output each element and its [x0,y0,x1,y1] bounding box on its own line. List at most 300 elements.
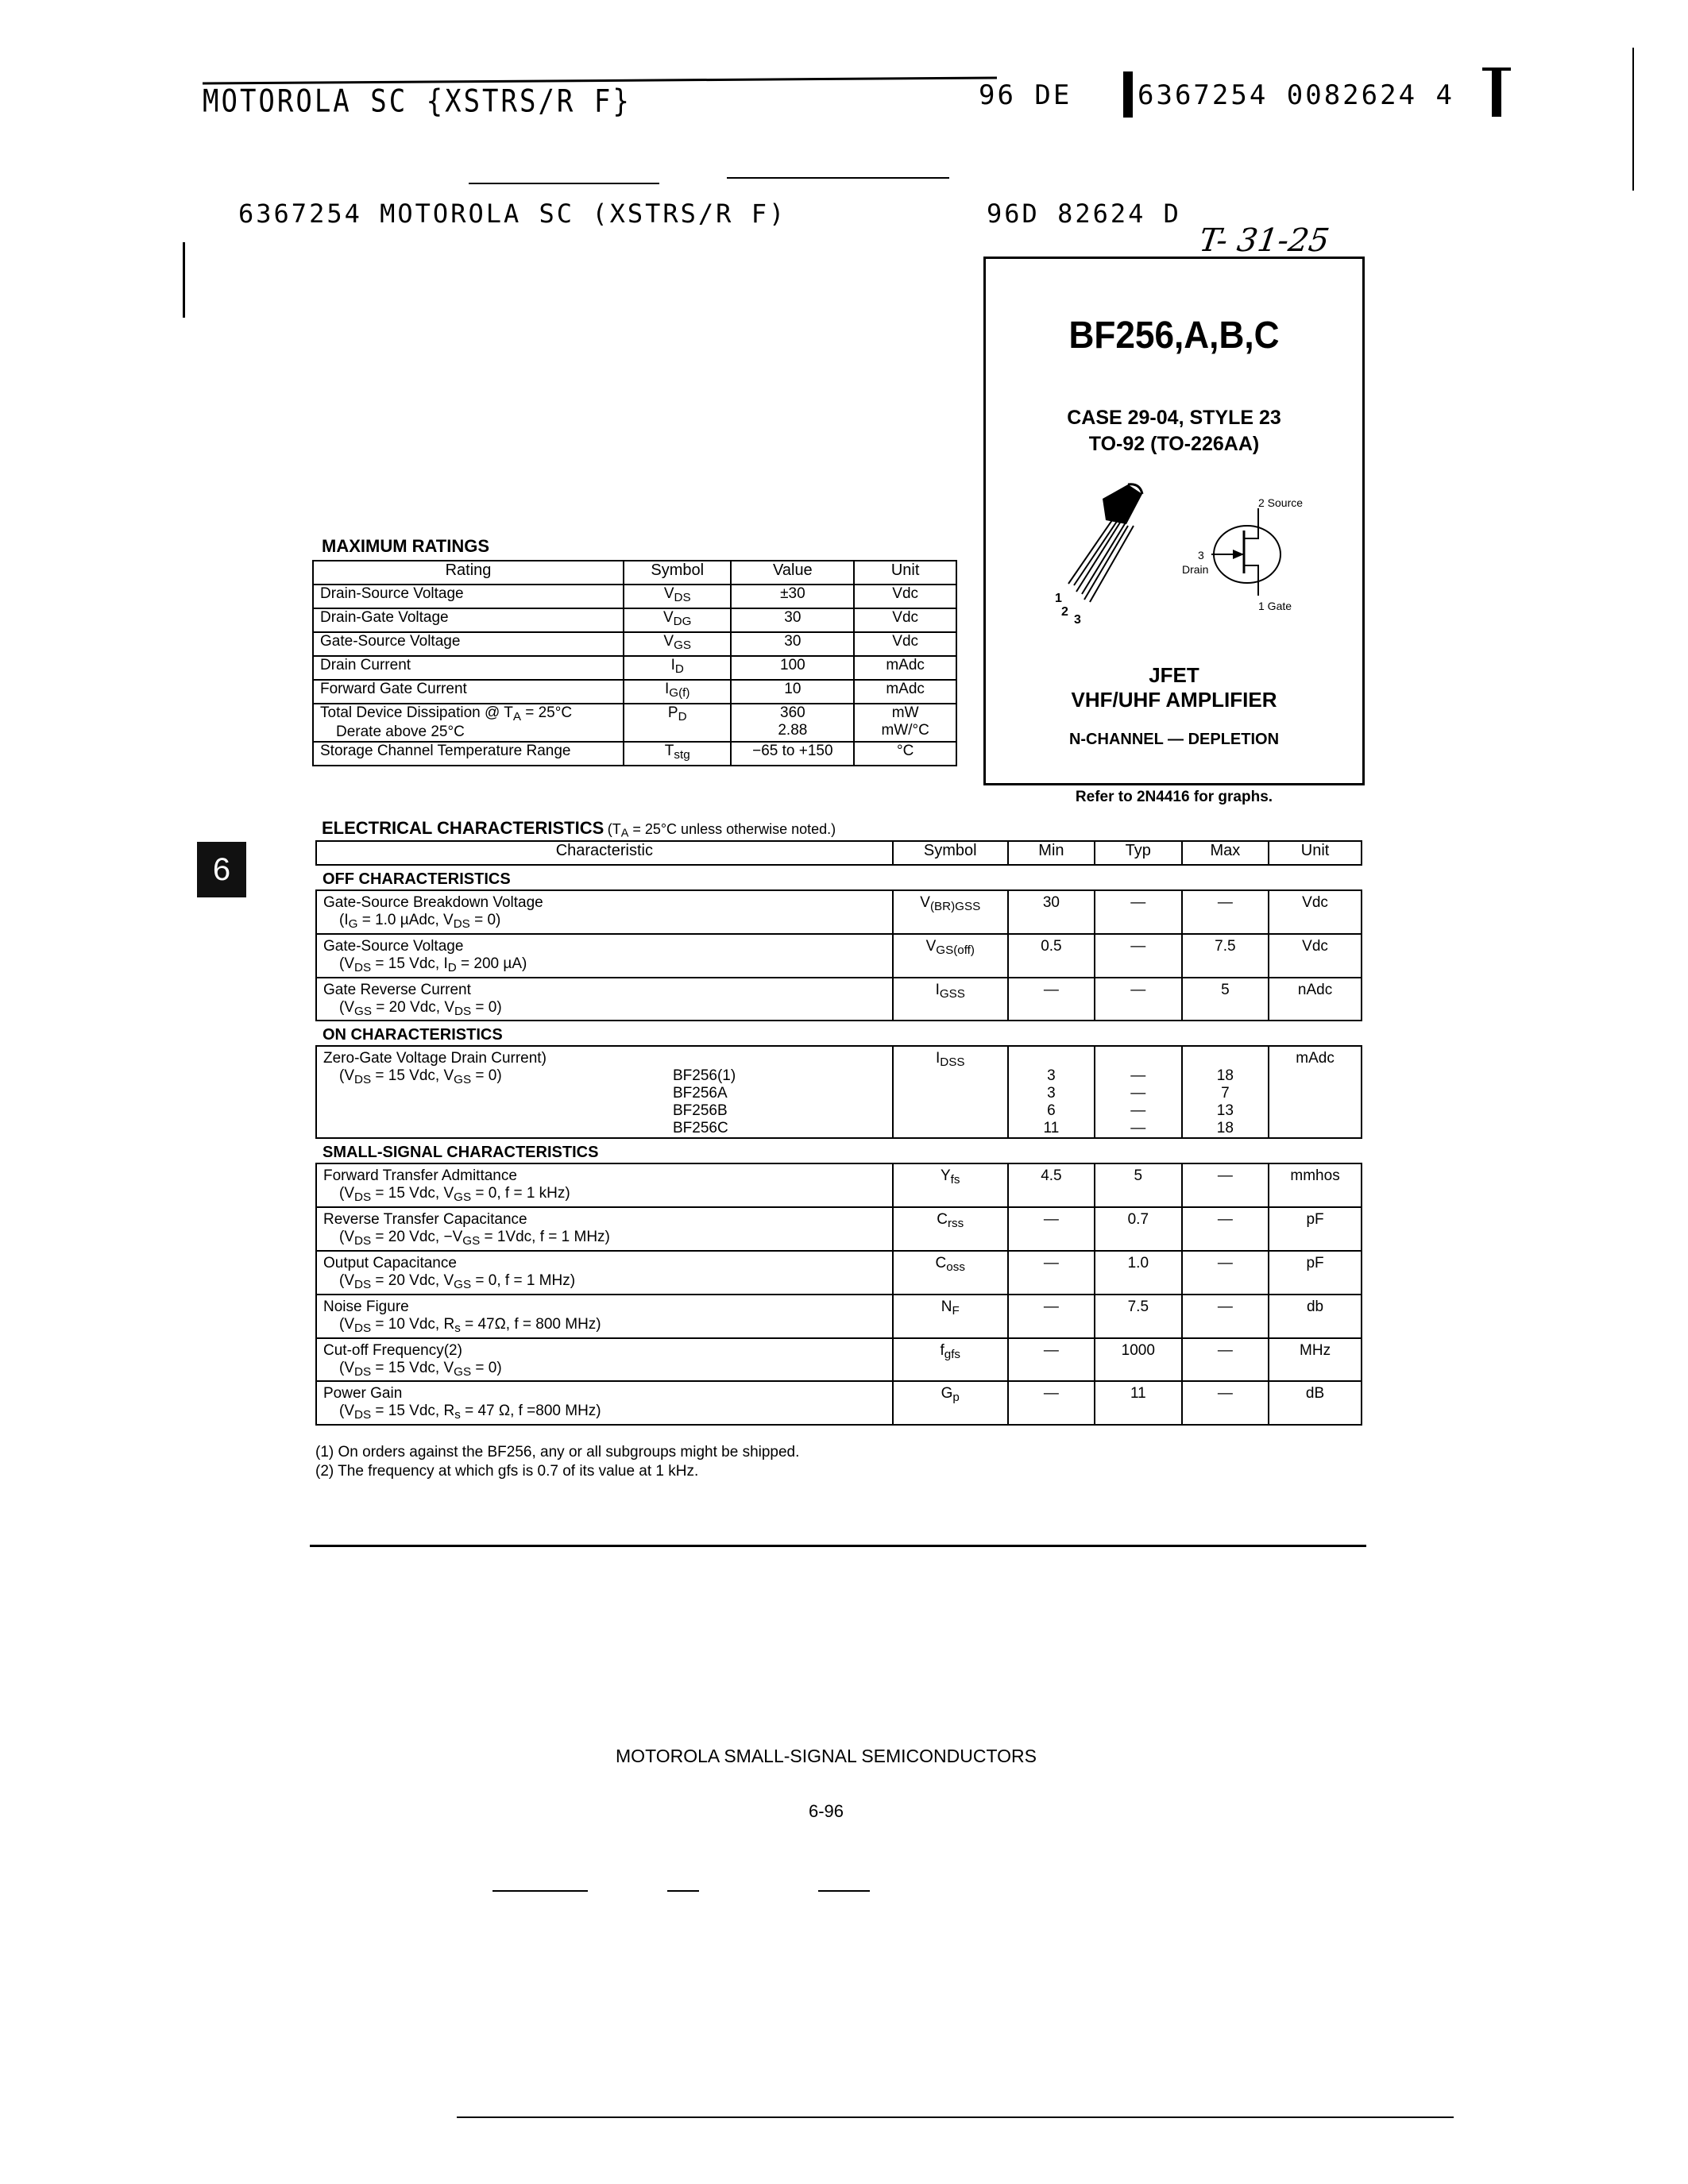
cell-line: Forward Gate Current [320,681,467,697]
cell-line: Vdc [892,609,919,626]
cell-line: −65 to +150 [752,742,833,759]
table-row [316,1163,1362,1207]
condition [323,955,886,977]
unit-cell: db [1269,1295,1362,1338]
case-line-1: CASE 29-04, STYLE 23 [1067,407,1281,429]
subscript: fs [950,1173,960,1187]
unit-cell: pF [1269,1251,1362,1295]
subscript: DS [354,1190,372,1205]
subscript: GS [462,1233,481,1248]
characteristic-cell [316,934,893,978]
text-segment: I [935,981,940,998]
typ-cell: — [1095,934,1182,978]
table-row [316,1207,1362,1251]
min-cell: 0.5 [1008,934,1095,978]
symbol-cell [893,978,1008,1021]
text-segment: = 0) [469,912,501,928]
symbol-cell [893,1046,1008,1138]
scan-rule [457,2116,1454,2118]
table-row [316,978,1362,1021]
cell-line: — [1130,1067,1146,1085]
scan-rule [469,183,659,184]
device-type: JFET [1149,663,1199,687]
doc-header-left: 6367254 MOTOROLA SC (XSTRS/R F) [238,199,787,229]
cell-line: 30 [784,633,802,650]
subscript: GS [454,1364,472,1379]
max-cell: 5 [1182,978,1269,1021]
doc-header-right: 96D 82624 D [987,199,1181,229]
cell-line: Vdc [892,585,919,602]
electrical-heading-wrap [322,818,836,840]
rating-cell [313,585,624,608]
subscript: DS [354,1321,372,1335]
subscript: (BR)GSS [929,899,981,913]
text-segment: (V [339,1403,354,1420]
text-segment: P [667,704,678,721]
text-segment: = 15 Vdc, V [371,1185,454,1202]
symbol-cell [624,632,731,656]
unit-cell: nAdc [1269,978,1362,1021]
subscript: rss [947,1216,964,1230]
table-row [313,680,956,704]
symbol-cell [624,656,731,680]
characteristic-name: Output Capacitance [323,1254,457,1271]
table-row [313,608,956,632]
text-segment: = 20 Vdc, −V [371,1229,463,1246]
cell-line: 7 [1221,1085,1230,1102]
cell-line [1015,1050,1087,1067]
drain-label: Drain [1182,563,1209,576]
text-segment: = 15 Vdc, R [371,1403,455,1420]
text-segment: = 0) [471,998,502,1016]
text-segment: = 15 Vdc, V [371,1359,454,1376]
cell-line: 100 [780,657,805,673]
characteristic-name: Power Gain [323,1385,403,1403]
characteristic-cell [316,890,893,934]
cell-line: 18 [1216,1120,1234,1137]
max-cell: 7.5 [1182,934,1269,978]
column-header: Value [731,561,854,585]
unit-cell [854,585,956,608]
cell-line: 3 [1047,1067,1056,1085]
subscript: stg [674,747,690,762]
min-cell: — [1008,1207,1095,1251]
characteristic-name: Noise Figure [323,1298,409,1315]
text-segment: (V [339,1185,354,1202]
rating-cell [313,680,624,704]
characteristic-cell [316,1207,893,1251]
variant-list [673,1067,736,1137]
section-row [316,1138,1362,1163]
scan-rule [727,177,949,179]
unit-cell: Vdc [1269,890,1362,934]
jfet-symbol-icon [1211,508,1280,596]
handwritten-note: T- 31-25 [1196,222,1332,259]
table-row [313,632,956,656]
column-header: Symbol [624,561,731,585]
cell-line: (1) On orders against the BF256, any or all subgroups might be shipped. [315,1444,800,1461]
text-segment: T [664,742,674,759]
symbol-cell [893,1338,1008,1382]
section-row [316,1021,1362,1046]
subscript: DS [354,1073,372,1087]
text-segment: (V [339,1067,354,1085]
cell-line [1189,1050,1262,1067]
characteristic-cell [316,1295,893,1338]
scan-header-left: MOTOROLA SC {XSTRS/R F} [203,83,632,120]
column-header: Unit [1269,841,1362,865]
table-row [313,742,956,766]
cell-line: (2) The frequency at which gfs is 0.7 of its value at 1 kHz. [315,1463,699,1480]
value-cell [731,656,854,680]
cell-line: 6 [1047,1102,1056,1120]
characteristic-name: Gate Reverse Current [323,981,471,998]
cell-line: Drain-Gate Voltage [320,609,449,626]
subscript: p [952,1391,960,1405]
typ-cell: — [1095,890,1182,934]
cell-line [320,704,616,723]
text-segment: G [941,1385,953,1403]
subscript: DS [354,1277,372,1291]
scan-bar [1123,71,1133,118]
subscript: D [678,709,687,723]
subscript: F [952,1303,960,1318]
value-cell [731,632,854,656]
condition-with-variants [323,1067,886,1137]
scan-rule [818,1890,870,1892]
symbol-cell [893,1295,1008,1338]
unit-cell: MHz [1269,1338,1362,1382]
unit-cell: Vdc [1269,934,1362,978]
section-tab: 6 [197,842,246,897]
cell-line: BF256C [673,1120,728,1137]
symbol-cell [624,585,731,608]
table-row [316,1295,1362,1338]
min-cell: — [1008,1381,1095,1425]
typ-cell: 1000 [1095,1338,1182,1382]
unit-cell: pF [1269,1207,1362,1251]
refer-note: Refer to 2N4416 for graphs. [1075,789,1273,805]
cell-line: 18 [1216,1067,1234,1085]
max-ratings-table [312,560,957,766]
characteristic-name: Gate-Source Voltage [323,937,464,955]
characteristic-name: Reverse Transfer Capacitance [323,1211,527,1229]
text-segment: f [940,1341,944,1359]
max-cell: — [1182,1295,1269,1338]
value-cell [731,704,854,742]
subscript: GS [454,1073,472,1087]
symbol-cell [893,890,1008,934]
text-segment: = 20 Vdc, V [371,998,454,1016]
table-row [313,656,956,680]
symbol-cell [624,704,731,742]
scan-bar [1492,68,1501,117]
cell-line: 3 [1047,1085,1056,1102]
cell-line: mW/°C [881,722,929,739]
scan-header-right: 6367254 0082624 4 [1138,79,1454,111]
symbol-cell [893,1251,1008,1295]
subscript: s [454,1408,461,1422]
typ-cell: 0.7 [1095,1207,1182,1251]
table-row [316,890,1362,934]
text-segment: = 47 Ω, f =800 MHz) [460,1403,601,1420]
to92-package-icon [1068,484,1142,602]
cell-line: mAdc [886,681,925,697]
condition [323,1185,886,1206]
subscript: D [447,960,457,974]
column-header: Min [1008,841,1095,865]
column-header: Rating [313,561,624,585]
cell-line: BF256B [673,1102,728,1120]
text-segment: Y [940,1167,951,1185]
electrical-characteristics-table [315,840,1362,1426]
characteristic-name: Forward Transfer Admittance [323,1167,517,1185]
typ-cell [1095,1046,1182,1138]
text-segment: = 0, f = 1 kHz) [471,1185,570,1202]
unit-cell: mmhos [1269,1163,1362,1207]
pin-1-label: 1 [1055,592,1062,605]
table-row [316,1251,1362,1295]
subscript: s [454,1321,461,1335]
text-segment: (V [339,998,354,1016]
footer-brand: MOTOROLA SMALL-SIGNAL SEMICONDUCTORS [616,1746,1037,1766]
characteristic-cell [316,1338,893,1382]
section-row [316,865,1362,890]
product-title: BF256,A,B,C [1068,314,1280,357]
value-cell [731,680,854,704]
text-segment: V [663,585,674,602]
characteristic-cell [316,1046,893,1138]
scan-edge [1632,48,1634,191]
cell-line: Gate-Source Voltage [320,633,461,650]
text-segment: = 0, f = 1 MHz) [471,1271,576,1289]
rating-cell [313,742,624,766]
column-header: Symbol [893,841,1008,865]
subscript: DS [354,960,372,974]
characteristic-cell [316,1163,893,1207]
subscript: D [674,662,684,676]
unit-cell [854,656,956,680]
value-cell [731,608,854,632]
cell-line: 360 [780,704,805,721]
footnotes [315,1443,799,1481]
rating-cell [313,608,624,632]
scan-edge [183,242,185,318]
subscript: gfs [944,1347,961,1361]
max-cell: — [1182,1381,1269,1425]
pin-3-label: 3 [1074,613,1081,627]
subscript: A [512,709,521,723]
value-cell [731,742,854,766]
subscript: G(f) [669,685,690,700]
condition [323,1272,886,1294]
characteristic-name: Cut-off Frequency(2) [323,1341,462,1359]
cell-line: ±30 [780,585,805,602]
text-segment: = 200 µA) [456,955,527,972]
to92-package-and-jfet-symbol [1049,477,1342,651]
subscript: GS(off) [936,943,975,957]
cell-line: Drain-Source Voltage [320,585,464,602]
section-title: SMALL-SIGNAL CHARACTERISTICS [316,1138,1362,1163]
cell-line: — [1130,1085,1146,1102]
scan-rule [667,1890,699,1892]
max-ratings-heading: MAXIMUM RATINGS [322,536,490,556]
table-row [313,704,956,742]
text-segment: = 20 Vdc, V [371,1271,454,1289]
condition [323,1229,886,1250]
text-segment: = 0) [471,1359,502,1376]
text-segment: I [935,1050,941,1067]
text-segment: V [663,633,674,650]
case-line-2: TO-92 (TO-226AA) [1088,433,1260,455]
subscript: GS [354,1004,372,1018]
table-row [316,1046,1362,1138]
gate-label: 1 Gate [1258,600,1292,612]
symbol-cell [893,1163,1008,1207]
subscript: DS [354,1408,372,1422]
text-segment: = 1Vdc, f = 1 MHz) [480,1229,610,1246]
section-title: ON CHARACTERISTICS [316,1021,1362,1046]
drain-number: 3 [1198,549,1204,561]
min-cell: 4.5 [1008,1163,1095,1207]
text-segment: (V [339,1359,354,1376]
max-cell: — [1182,1251,1269,1295]
pin-2-label: 2 [1061,605,1068,619]
min-cell: — [1008,1295,1095,1338]
electrical-heading: ELECTRICAL CHARACTERISTICS [322,818,605,838]
condition [323,1403,886,1424]
min-cell: — [1008,978,1095,1021]
subscript: oss [946,1260,965,1274]
subscript: GS [454,1277,472,1291]
min-cell: 30 [1008,890,1095,934]
condition [323,912,886,933]
unit-cell [854,704,956,742]
table-row [313,585,956,608]
subscript: DS [454,1004,472,1018]
text-segment: V [662,609,674,626]
subscript: DS [354,1233,372,1248]
condition [323,1316,886,1337]
text-segment: C [935,1254,947,1271]
text-segment: (V [339,1229,354,1246]
text-segment: = 0) [471,1067,502,1085]
cell-line: 30 [784,609,802,626]
max-cell: — [1182,890,1269,934]
text-segment: = 47Ω, f = 800 MHz) [460,1315,601,1333]
cell-line: °C [896,742,914,759]
symbol-cell [624,680,731,704]
cell-line: Derate above 25°C [336,723,465,740]
cell-line: 2.88 [778,722,808,739]
rating-cell [313,632,624,656]
section-title: OFF CHARACTERISTICS [316,865,1362,890]
text-segment: C [937,1211,948,1229]
column-header: Max [1182,841,1269,865]
table-row [316,934,1362,978]
unit-cell [854,680,956,704]
condition [323,1360,886,1381]
text-segment: V [920,894,930,911]
text-segment: I [664,681,670,697]
subscript: DSS [940,1055,965,1070]
cell-line: mAdc [886,657,925,673]
max-cell: — [1182,1338,1269,1382]
text-segment: = 1.0 µAdc, V [357,912,454,928]
typ-cell: 11 [1095,1381,1182,1425]
subscript: GS [454,1190,472,1205]
typ-cell: 7.5 [1095,1295,1182,1338]
cell-line: Drain Current [320,657,411,673]
scan-rule [492,1890,588,1892]
device-application: VHF/UHF AMPLIFIER [1071,688,1277,712]
page-number: 6-96 [808,1801,844,1821]
table-row [316,1338,1362,1382]
text-segment: N [941,1298,952,1315]
text-segment: I [670,657,675,673]
max-cell [1182,1046,1269,1138]
source-label: 2 Source [1258,496,1304,509]
cell-line: — [1130,1102,1146,1120]
cell-line: — [1130,1120,1146,1137]
subscript: DS [674,590,691,604]
min-cell [1008,1046,1095,1138]
column-header: Characteristic [316,841,893,865]
subscript: A [620,827,629,840]
text-segment: (V [339,955,354,972]
characteristic-name: Gate-Source Breakdown Voltage [323,894,543,911]
cell-line: Vdc [892,633,919,650]
unit-cell [854,742,956,766]
rating-cell [313,656,624,680]
subscript: DS [453,916,470,931]
scan-header-code: 96 DE [979,79,1072,111]
symbol-cell [893,934,1008,978]
characteristic-cell [316,1251,893,1295]
subscript: DS [354,1364,372,1379]
cell-line: BF256A [673,1085,728,1102]
min-cell: — [1008,1338,1095,1382]
text-segment: (V [339,1315,354,1333]
subscript: GSS [939,986,965,1001]
cell-line: 11 [1043,1120,1060,1137]
symbol-cell [893,1207,1008,1251]
typ-cell: 5 [1095,1163,1182,1207]
text-segment: = 15 Vdc, I [371,955,448,972]
column-header: Typ [1095,841,1182,865]
cell-line: BF256(1) [673,1067,736,1085]
footer-rule [310,1545,1366,1547]
cell-line [1102,1050,1175,1067]
text-segment: V [925,937,937,955]
value-cell [731,585,854,608]
text-segment: (T [607,821,621,837]
text-segment: Total Device Dissipation @ T [320,704,513,721]
characteristic-cell [316,1381,893,1425]
max-cell: — [1182,1163,1269,1207]
device-channel: N-CHANNEL — DEPLETION [1068,731,1280,748]
symbol-cell [624,742,731,766]
unit-cell [854,608,956,632]
unit-cell [854,632,956,656]
rating-cell [313,704,624,742]
cell-line: Storage Channel Temperature Range [320,742,571,759]
text-segment: = 25°C unless otherwise noted.) [628,821,836,837]
typ-cell: — [1095,978,1182,1021]
subscript: G [348,916,358,931]
characteristic-name: Zero-Gate Voltage Drain Current) [323,1050,547,1067]
condition [323,999,886,1021]
